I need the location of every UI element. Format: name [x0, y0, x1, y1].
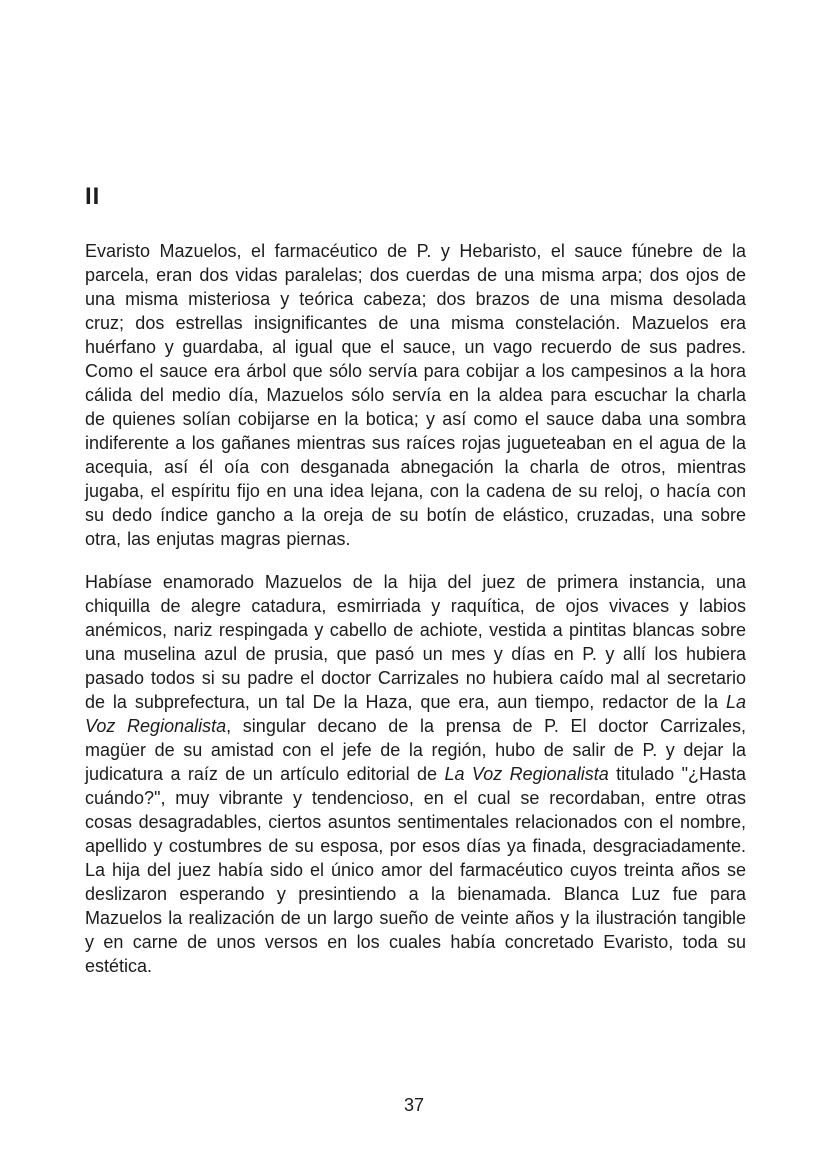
paragraph-2-text-3: titulado "¿Hasta cuándo?", muy vibrante y tendencioso, en el cual se recordaban, entre otras cosas desagradables, ciertos asuntos sentimentales relacionados con el nombre, apellido y costumbres de su esposa, por esos días ya finada, desgraciadamente. La hija del juez había sido el único amor del farmacéutico cuyos treinta años se deslizaron esperando y presintiendo a la bienamada. Blanca Luz fue para Mazuelos la realización de un largo sueño de veinte años y la ilustración tangible y en carne de unos versos en los cuales había concretado Evaristo, toda su estética. [85, 764, 746, 976]
publication-title-2: La Voz Regionalista [444, 764, 609, 784]
paragraph-2-text-2: , singular decano de la prensa de P. El doctor Carrizales, magüer de su amistad con el jefe de la región, hubo de salir de P. y dejar la judicatura a raíz de un artículo editorial de [85, 716, 746, 784]
paragraph-2-text-1: Habíase enamorado Mazuelos de la hija del juez de primera instancia, una chiquilla de alegre catadura, esmirriada y raquítica, de ojos vivaces y labios anémicos, nariz respingada y cabello de achiote, vestida a pintitas blancas sobre una muselina azul de prusia, que pasó un mes y días en P. y allí los hubiera pasado todos si su padre el doctor Carrizales no hubiera caído mal al secretario de la subprefectura, un tal De la Haza, que era, aun tiempo, redactor de la [85, 572, 746, 712]
chapter-heading: II [85, 183, 101, 210]
text-column [85, 184, 746, 978]
paragraph-2 [85, 570, 746, 978]
paragraph-1: Evaristo Mazuelos, el farmacéutico de P. y Hebaristo, el sauce fúnebre de la parcela, eran dos vidas paralelas; dos cuerdas de una misma arpa; dos ojos de una misma misteriosa y teórica cabeza; dos brazos de una misma desolada cruz; dos estrellas insignificantes de una misma constelación. Mazuelos era huérfano y guardaba, al igual que el sauce, un vago recuerdo de sus padres. Como el sauce era árbol que sólo servía para cobijar a los campesinos a la hora cálida del medio día, Mazuelos sólo servía en la aldea para escuchar la charla de quienes solían cobijarse en la botica; y así como el sauce daba una sombra indiferente a los gañanes mientras sus raíces rojas jugueteaban en el agua de la acequia, así él oía con desganada abnegación la charla de otros, mientras jugaba, el espíritu fijo en una idea lejana, con la cadena de su reloj, o hacía con su dedo índice gancho a la oreja de su botín de elástico, cruzadas, una sobre otra, las enjutas magras piernas. [85, 241, 746, 549]
publication-title-1: La Voz Regionalista [85, 692, 746, 736]
page-number: 37 [403, 1095, 425, 1115]
